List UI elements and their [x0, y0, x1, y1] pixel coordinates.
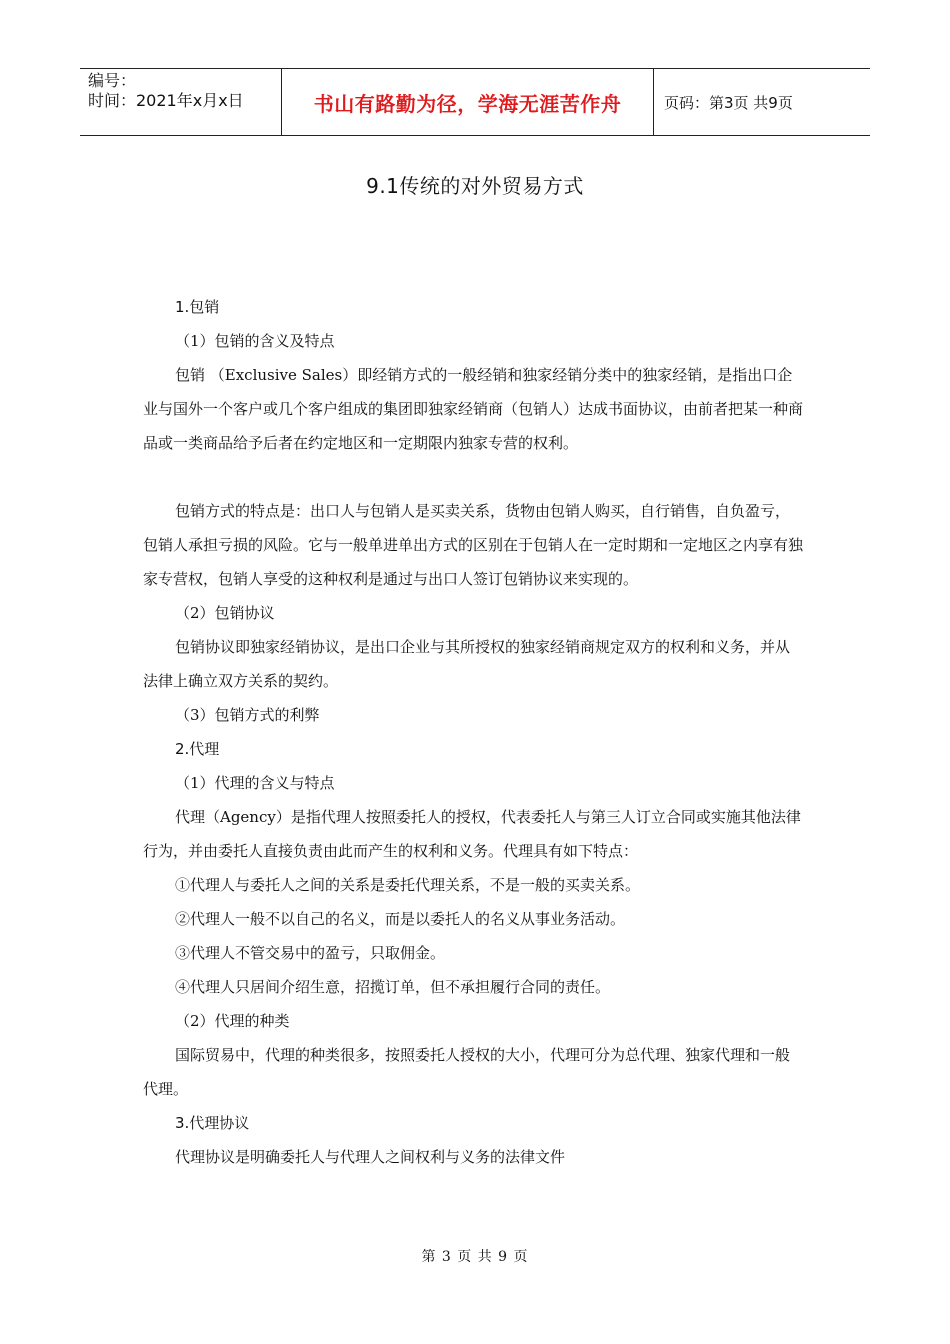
paragraph: 包销方式的特点是：出口人与包销人是买卖关系，货物由包销人购买，自行销售，自负盈亏，包销人承担亏损的风险。它与一般单进单出方式的区别在于包销人在一定时期和一定地区之内享有独家专营权，包销人享受的这种权利是通过与出口人签订包销协议来实现的。	[143, 502, 804, 588]
header-page-info: 页码：第3页 共9页	[664, 93, 793, 112]
section-heading-2: 2.代理	[175, 740, 220, 758]
paragraph: 包销 （Exclusive Sales）即经销方式的一般经销和独家经销分类中的独家经销，是指出口企业与国外一个客户或几个客户组成的集团即独家经销商（包销人）达成书面协议，由前者把某一种商品或一类商品给予后者在约定地区和一定期限内独家专营的权利。	[143, 366, 804, 452]
time-label: 时间：2021年x月x日	[88, 91, 244, 110]
subsection-heading-2-1: （1）代理的含义与特点	[175, 774, 335, 792]
list-item: ④代理人只居间介绍生意，招揽订单，但不承担履行合同的责任。	[175, 978, 611, 996]
subsection-heading-1-1: （1）包销的含义及特点	[175, 332, 335, 350]
header-right-cell	[654, 69, 870, 135]
list-item: ③代理人不管交易中的盈亏，只取佣金。	[175, 944, 446, 962]
subsection-heading-1-3: （3）包销方式的利弊	[175, 706, 320, 724]
motto-text: 书山有路勤为径，学海无涯苦作舟	[313, 91, 622, 116]
subsection-heading-2-2: （2）代理的种类	[175, 1012, 290, 1030]
header-motto-cell	[281, 69, 654, 135]
paragraph: 国际贸易中，代理的种类很多，按照委托人授权的大小，代理可分为总代理、独家代理和一般代理。	[143, 1046, 791, 1098]
page-footer: 第 3 页 共 9 页	[421, 1249, 529, 1265]
subsection-heading-1-2: （2）包销协议	[175, 604, 275, 622]
document-header	[80, 68, 870, 136]
paragraph: 代理协议是明确委托人与代理人之间权利与义务的法律文件	[175, 1148, 566, 1166]
paragraph: 包销协议即独家经销协议，是出口企业与其所授权的独家经销商规定双方的权利和义务，并从法律上确立双方关系的契约。	[143, 638, 791, 690]
paragraph: 代理（Agency）是指代理人按照委托人的授权，代表委托人与第三人订立合同或实施其他法律行为，并由委托人直接负责由此而产生的权利和义务。代理具有如下特点：	[143, 808, 801, 860]
number-label: 编号：	[88, 71, 137, 90]
section-heading-3: 3.代理协议	[175, 1114, 250, 1132]
list-item: ①代理人与委托人之间的关系是委托代理关系，不是一般的买卖关系。	[175, 876, 641, 894]
page-title: 9.1传统的对外贸易方式	[366, 174, 584, 198]
section-heading-1: 1.包销	[175, 298, 220, 316]
paragraph-gap	[143, 460, 803, 494]
list-item: ②代理人一般不以自己的名义，而是以委托人的名义从事业务活动。	[175, 910, 626, 928]
document-body	[143, 290, 803, 1174]
header-left-cell	[80, 69, 281, 135]
